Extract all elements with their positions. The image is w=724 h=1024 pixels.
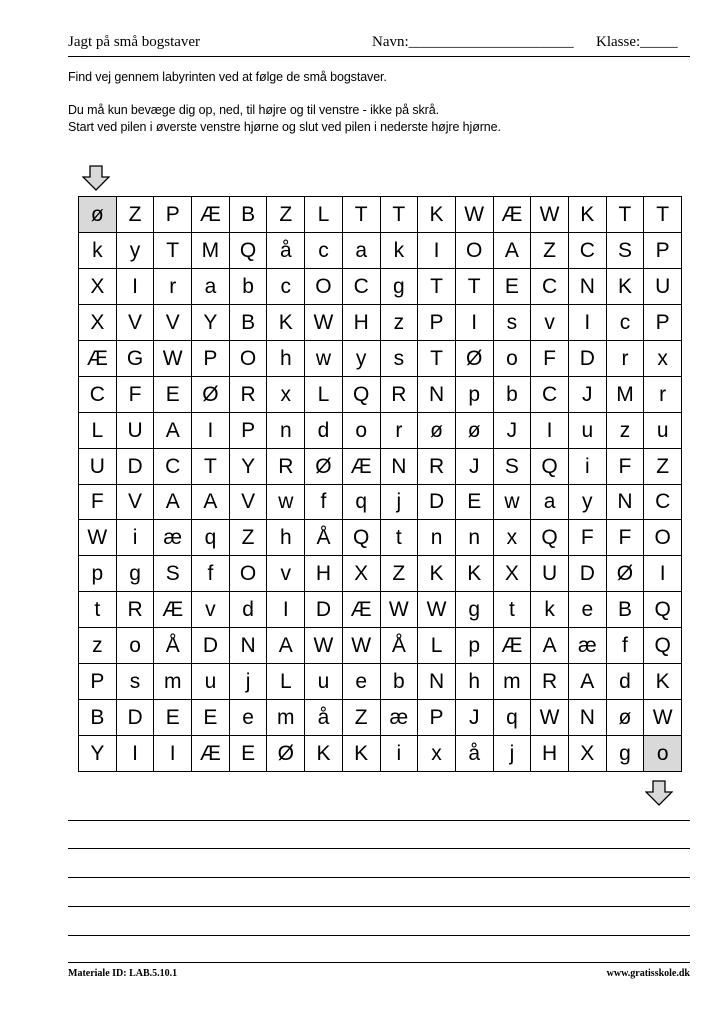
maze-cell[interactable]: F xyxy=(117,377,155,413)
maze-cell[interactable]: X xyxy=(79,269,117,305)
maze-cell[interactable]: U xyxy=(531,556,569,592)
maze-cell[interactable]: b xyxy=(230,269,268,305)
maze-cell[interactable]: V xyxy=(230,485,268,521)
maze-cell[interactable]: K xyxy=(267,305,305,341)
name-field[interactable]: Navn:______________________ xyxy=(372,34,574,50)
maze-cell[interactable]: T xyxy=(154,233,192,269)
maze-cell[interactable]: P xyxy=(418,305,456,341)
maze-cell[interactable]: A xyxy=(154,413,192,449)
maze-cell[interactable]: S xyxy=(607,233,645,269)
answer-line-4[interactable] xyxy=(68,906,690,907)
maze-cell[interactable]: Å xyxy=(154,628,192,664)
start-arrow-icon xyxy=(82,165,110,191)
maze-cell[interactable]: f xyxy=(192,556,230,592)
maze-cell[interactable]: X xyxy=(494,556,532,592)
maze-cell[interactable]: j xyxy=(230,664,268,700)
maze-cell[interactable]: T xyxy=(456,269,494,305)
maze-cell[interactable]: E xyxy=(456,485,494,521)
maze-cell[interactable]: f xyxy=(607,628,645,664)
maze-cell[interactable]: D xyxy=(569,556,607,592)
maze-cell[interactable]: Æ xyxy=(494,197,532,233)
maze-cell[interactable]: L xyxy=(305,377,343,413)
maze-cell[interactable]: D xyxy=(117,449,155,485)
maze-cell[interactable]: h xyxy=(456,664,494,700)
maze-cell[interactable]: p xyxy=(456,628,494,664)
maze-cell[interactable]: u xyxy=(192,664,230,700)
maze-cell[interactable]: r xyxy=(381,413,419,449)
maze-cell[interactable]: C xyxy=(154,449,192,485)
maze-cell[interactable]: t xyxy=(79,592,117,628)
maze-cell[interactable]: x xyxy=(644,341,682,377)
maze-cell[interactable]: g xyxy=(607,736,645,772)
answer-line-5[interactable] xyxy=(68,935,690,936)
maze-cell[interactable]: q xyxy=(192,520,230,556)
maze-cell[interactable]: C xyxy=(644,485,682,521)
maze-cell[interactable]: Y xyxy=(79,736,117,772)
maze-cell[interactable]: V xyxy=(117,485,155,521)
maze-cell[interactable]: C xyxy=(531,269,569,305)
maze-cell[interactable]: k xyxy=(531,592,569,628)
maze-cell[interactable]: S xyxy=(494,449,532,485)
maze-cell[interactable]: I xyxy=(267,592,305,628)
maze-cell[interactable]: E xyxy=(230,736,268,772)
maze-cell[interactable]: Æ xyxy=(192,736,230,772)
maze-cell[interactable]: c xyxy=(607,305,645,341)
maze-cell[interactable]: x xyxy=(418,736,456,772)
maze-cell[interactable]: r xyxy=(644,377,682,413)
maze-cell[interactable]: T xyxy=(607,197,645,233)
maze-cell[interactable]: Z xyxy=(381,556,419,592)
maze-cell[interactable]: æ xyxy=(154,520,192,556)
answer-line-1[interactable] xyxy=(68,820,690,821)
maze-cell[interactable]: T xyxy=(381,197,419,233)
maze-cell[interactable]: I xyxy=(117,269,155,305)
maze-cell[interactable]: j xyxy=(381,485,419,521)
maze-cell[interactable]: R xyxy=(230,377,268,413)
maze-cell[interactable]: æ xyxy=(569,628,607,664)
maze-cell[interactable]: b xyxy=(494,377,532,413)
maze-cell[interactable]: d xyxy=(305,413,343,449)
maze-cell[interactable]: i xyxy=(117,520,155,556)
maze-cell[interactable]: E xyxy=(154,700,192,736)
maze-cell[interactable]: I xyxy=(644,556,682,592)
maze-cell[interactable]: h xyxy=(267,341,305,377)
maze-cell[interactable]: D xyxy=(192,628,230,664)
maze-cell[interactable]: W xyxy=(343,628,381,664)
maze-cell[interactable]: H xyxy=(343,305,381,341)
maze-cell[interactable]: n xyxy=(456,520,494,556)
maze-cell[interactable]: P xyxy=(79,664,117,700)
maze-cell[interactable]: y xyxy=(117,233,155,269)
maze-cell[interactable]: r xyxy=(607,341,645,377)
maze-cell[interactable]: I xyxy=(117,736,155,772)
maze-cell[interactable]: y xyxy=(569,485,607,521)
maze-cell[interactable]: j xyxy=(494,736,532,772)
maze-cell[interactable]: ø xyxy=(607,700,645,736)
instruction-line-1: Find vej gennem labyrinten ved at følge de små bogstaver. xyxy=(68,70,387,84)
maze-cell[interactable]: N xyxy=(569,269,607,305)
maze-cell[interactable]: e xyxy=(343,664,381,700)
maze-cell[interactable]: a xyxy=(531,485,569,521)
maze-cell[interactable]: Z xyxy=(343,700,381,736)
maze-cell[interactable]: t xyxy=(494,592,532,628)
maze-cell[interactable]: z xyxy=(607,413,645,449)
maze-cell[interactable]: Ø xyxy=(607,556,645,592)
maze-cell[interactable]: C xyxy=(79,377,117,413)
maze-cell[interactable]: Q xyxy=(343,520,381,556)
maze-cell[interactable]: D xyxy=(305,592,343,628)
maze-cell[interactable]: Q xyxy=(644,628,682,664)
maze-cell[interactable]: A xyxy=(531,628,569,664)
maze-cell[interactable]: W xyxy=(79,520,117,556)
maze-cell[interactable]: n xyxy=(418,520,456,556)
maze-cell[interactable]: Å xyxy=(381,628,419,664)
maze-cell[interactable]: O xyxy=(644,520,682,556)
maze-cell[interactable]: C xyxy=(569,233,607,269)
maze-cell[interactable]: Æ xyxy=(192,197,230,233)
maze-cell[interactable]: K xyxy=(305,736,343,772)
maze-cell[interactable]: N xyxy=(607,485,645,521)
maze-cell[interactable]: p xyxy=(456,377,494,413)
maze-cell[interactable]: H xyxy=(531,736,569,772)
maze-cell[interactable]: A xyxy=(267,628,305,664)
maze-cell[interactable]: P xyxy=(644,305,682,341)
page-footer xyxy=(68,962,690,983)
maze-cell[interactable]: H xyxy=(305,556,343,592)
maze-cell[interactable]: c xyxy=(305,233,343,269)
maze-cell[interactable]: P xyxy=(154,197,192,233)
material-id: Materiale ID: LAB.5.10.1 xyxy=(68,968,178,979)
maze-cell[interactable]: Q xyxy=(644,592,682,628)
maze-cell[interactable]: W xyxy=(531,197,569,233)
maze-cell[interactable]: J xyxy=(456,449,494,485)
maze-cell[interactable]: O xyxy=(230,556,268,592)
maze-cell[interactable]: x xyxy=(494,520,532,556)
maze-cell[interactable]: B xyxy=(230,197,268,233)
class-field[interactable]: Klasse:_____ xyxy=(596,34,678,50)
maze-cell[interactable]: V xyxy=(154,305,192,341)
maze-cell[interactable]: N xyxy=(230,628,268,664)
maze-cell[interactable]: e xyxy=(230,700,268,736)
maze-cell[interactable]: W xyxy=(531,700,569,736)
answer-line-3[interactable] xyxy=(68,877,690,878)
maze-cell[interactable]: å xyxy=(267,233,305,269)
maze-cell[interactable]: F xyxy=(607,449,645,485)
maze-cell[interactable]: o xyxy=(644,736,682,772)
maze-cell[interactable]: B xyxy=(79,700,117,736)
maze-cell[interactable]: L xyxy=(79,413,117,449)
maze-cell[interactable]: Å xyxy=(305,520,343,556)
maze-cell[interactable]: A xyxy=(494,233,532,269)
maze-cell[interactable]: f xyxy=(305,485,343,521)
maze-cell[interactable]: I xyxy=(569,305,607,341)
maze-cell[interactable]: m xyxy=(494,664,532,700)
maze-cell[interactable]: L xyxy=(267,664,305,700)
maze-cell[interactable]: z xyxy=(79,628,117,664)
maze-cell[interactable]: Æ xyxy=(343,449,381,485)
maze-cell[interactable]: i xyxy=(569,449,607,485)
instruction-line-2: Du må kun bevæge dig op, ned, til højre og til venstre - ikke på skrå. xyxy=(68,103,439,117)
maze-cell[interactable]: I xyxy=(418,233,456,269)
maze-cell[interactable]: w xyxy=(494,485,532,521)
maze-cell[interactable]: W xyxy=(305,628,343,664)
maze-cell[interactable]: K xyxy=(456,556,494,592)
maze-cell[interactable]: G xyxy=(117,341,155,377)
maze-cell[interactable]: A xyxy=(192,485,230,521)
maze-cell[interactable]: I xyxy=(192,413,230,449)
maze-cell[interactable]: u xyxy=(569,413,607,449)
maze-cell[interactable]: d xyxy=(230,592,268,628)
maze-cell[interactable]: D xyxy=(418,485,456,521)
maze-grid xyxy=(78,196,682,772)
maze-cell[interactable]: K xyxy=(569,197,607,233)
maze-cell[interactable]: O xyxy=(456,233,494,269)
maze-cell[interactable]: m xyxy=(267,700,305,736)
maze-cell[interactable]: F xyxy=(569,520,607,556)
maze-cell[interactable]: L xyxy=(418,628,456,664)
maze-cell[interactable]: v xyxy=(531,305,569,341)
end-arrow-icon xyxy=(645,780,673,806)
maze-cell[interactable]: W xyxy=(456,197,494,233)
maze-cell[interactable]: w xyxy=(305,341,343,377)
maze-cell[interactable]: o xyxy=(117,628,155,664)
maze-cell[interactable]: S xyxy=(154,556,192,592)
maze-cell[interactable]: K xyxy=(607,269,645,305)
maze-cell[interactable]: F xyxy=(607,520,645,556)
maze-cell[interactable]: R xyxy=(117,592,155,628)
maze-cell[interactable]: Z xyxy=(644,449,682,485)
maze-cell[interactable]: W xyxy=(305,305,343,341)
maze-cell[interactable]: B xyxy=(230,305,268,341)
maze-cell[interactable]: L xyxy=(305,197,343,233)
maze-cell[interactable]: R xyxy=(381,377,419,413)
maze-cell[interactable]: v xyxy=(267,556,305,592)
maze-cell[interactable]: X xyxy=(569,736,607,772)
maze-cell[interactable]: J xyxy=(494,413,532,449)
maze-cell[interactable]: E xyxy=(192,700,230,736)
maze-cell[interactable]: u xyxy=(305,664,343,700)
maze-cell[interactable]: b xyxy=(381,664,419,700)
maze-cell[interactable]: X xyxy=(343,556,381,592)
maze-cell[interactable]: P xyxy=(418,700,456,736)
maze-cell[interactable]: C xyxy=(343,269,381,305)
maze-cell[interactable]: M xyxy=(192,233,230,269)
maze-cell[interactable]: P xyxy=(230,413,268,449)
maze-cell[interactable]: F xyxy=(531,341,569,377)
maze-cell[interactable]: R xyxy=(531,664,569,700)
maze-cell[interactable]: ø xyxy=(456,413,494,449)
maze-cell[interactable]: N xyxy=(381,449,419,485)
maze-cell[interactable]: s xyxy=(494,305,532,341)
maze-cell[interactable]: Q xyxy=(343,377,381,413)
maze-cell[interactable]: ø xyxy=(418,413,456,449)
maze-cell[interactable]: O xyxy=(305,269,343,305)
maze-cell[interactable]: a xyxy=(343,233,381,269)
maze-cell[interactable]: g xyxy=(456,592,494,628)
maze-cell[interactable]: I xyxy=(456,305,494,341)
maze-cell[interactable]: x xyxy=(267,377,305,413)
maze-cell[interactable]: K xyxy=(418,197,456,233)
maze-cell[interactable]: R xyxy=(267,449,305,485)
maze-cell[interactable]: N xyxy=(569,700,607,736)
maze-cell[interactable]: W xyxy=(644,700,682,736)
maze-cell[interactable]: U xyxy=(644,269,682,305)
maze-cell[interactable]: q xyxy=(343,485,381,521)
maze-cell[interactable]: å xyxy=(456,736,494,772)
maze-cell[interactable]: F xyxy=(79,485,117,521)
maze-cell[interactable]: g xyxy=(381,269,419,305)
maze-cell[interactable]: T xyxy=(644,197,682,233)
maze-cell[interactable]: z xyxy=(381,305,419,341)
maze-cell[interactable]: s xyxy=(381,341,419,377)
maze-cell[interactable]: i xyxy=(381,736,419,772)
maze-cell[interactable]: N xyxy=(418,664,456,700)
maze-cell[interactable]: e xyxy=(569,592,607,628)
maze-cell[interactable]: V xyxy=(117,305,155,341)
maze-cell[interactable]: Q xyxy=(230,233,268,269)
maze-cell[interactable]: u xyxy=(644,413,682,449)
maze-cell[interactable]: N xyxy=(418,377,456,413)
maze-cell[interactable]: K xyxy=(343,736,381,772)
maze-cell[interactable]: R xyxy=(418,449,456,485)
maze-cell[interactable]: P xyxy=(644,233,682,269)
maze-cell[interactable]: Z xyxy=(230,520,268,556)
maze-cell[interactable]: Z xyxy=(117,197,155,233)
maze-cell[interactable]: Q xyxy=(531,449,569,485)
maze-cell[interactable]: J xyxy=(569,377,607,413)
maze-cell[interactable]: Ø xyxy=(305,449,343,485)
maze-cell[interactable]: Æ xyxy=(343,592,381,628)
maze-cell[interactable]: n xyxy=(267,413,305,449)
maze-cell[interactable]: P xyxy=(192,341,230,377)
maze-cell[interactable]: Q xyxy=(531,520,569,556)
maze-cell[interactable]: X xyxy=(79,305,117,341)
maze-cell[interactable]: o xyxy=(494,341,532,377)
maze-cell[interactable]: a xyxy=(192,269,230,305)
maze-cell[interactable]: Y xyxy=(192,305,230,341)
maze-cell[interactable]: c xyxy=(267,269,305,305)
maze-cell[interactable]: Ø xyxy=(192,377,230,413)
maze-cell[interactable]: A xyxy=(154,485,192,521)
maze-cell[interactable]: I xyxy=(154,736,192,772)
maze-cell[interactable]: Z xyxy=(267,197,305,233)
maze-cell[interactable]: r xyxy=(154,269,192,305)
maze-cell[interactable]: M xyxy=(607,377,645,413)
maze-cell[interactable]: T xyxy=(418,269,456,305)
maze-cell[interactable]: J xyxy=(456,700,494,736)
maze-cell[interactable]: w xyxy=(267,485,305,521)
maze-cell[interactable]: t xyxy=(381,520,419,556)
maze-cell[interactable]: g xyxy=(117,556,155,592)
maze-cell[interactable]: o xyxy=(343,413,381,449)
maze-cell[interactable]: Æ xyxy=(494,628,532,664)
maze-cell[interactable]: p xyxy=(79,556,117,592)
maze-cell[interactable]: Ø xyxy=(267,736,305,772)
maze-cell[interactable]: T xyxy=(343,197,381,233)
maze-cell[interactable]: ø xyxy=(79,197,117,233)
maze-cell[interactable]: h xyxy=(267,520,305,556)
maze-cell[interactable]: U xyxy=(79,449,117,485)
maze-cell[interactable]: U xyxy=(117,413,155,449)
maze-cell[interactable]: d xyxy=(607,664,645,700)
maze-cell[interactable]: D xyxy=(117,700,155,736)
maze-cell[interactable]: C xyxy=(531,377,569,413)
answer-line-2[interactable] xyxy=(68,848,690,849)
maze-cell[interactable]: D xyxy=(569,341,607,377)
maze-cell[interactable]: K xyxy=(644,664,682,700)
page-header xyxy=(68,30,690,57)
maze-cell[interactable]: A xyxy=(569,664,607,700)
maze-cell[interactable]: k xyxy=(79,233,117,269)
maze-cell[interactable]: m xyxy=(154,664,192,700)
maze-cell[interactable]: Z xyxy=(531,233,569,269)
maze-cell[interactable]: Æ xyxy=(154,592,192,628)
maze-cell[interactable]: k xyxy=(381,233,419,269)
maze-cell[interactable]: B xyxy=(607,592,645,628)
maze-cell[interactable]: W xyxy=(418,592,456,628)
maze-cell[interactable]: T xyxy=(418,341,456,377)
maze-cell[interactable]: å xyxy=(305,700,343,736)
maze-cell[interactable]: K xyxy=(418,556,456,592)
worksheet-title: Jagt på små bogstaver xyxy=(68,34,201,50)
maze-cell[interactable]: y xyxy=(343,341,381,377)
website-link[interactable]: www.gratisskole.dk xyxy=(606,968,690,979)
maze-cell[interactable]: E xyxy=(494,269,532,305)
maze-cell[interactable]: O xyxy=(230,341,268,377)
maze-cell[interactable]: q xyxy=(494,700,532,736)
maze-cell[interactable]: v xyxy=(192,592,230,628)
maze-cell[interactable]: W xyxy=(154,341,192,377)
maze-cell[interactable]: Y xyxy=(230,449,268,485)
maze-cell[interactable]: W xyxy=(381,592,419,628)
maze-cell[interactable]: Æ xyxy=(79,341,117,377)
instruction-line-3: Start ved pilen i øverste venstre hjørne og slut ved pilen i nederste højre hjørne. xyxy=(68,120,501,134)
maze-cell[interactable]: T xyxy=(192,449,230,485)
maze-cell[interactable]: æ xyxy=(381,700,419,736)
maze-cell[interactable]: Ø xyxy=(456,341,494,377)
maze-cell[interactable]: E xyxy=(154,377,192,413)
maze-cell[interactable]: I xyxy=(531,413,569,449)
maze-cell[interactable]: s xyxy=(117,664,155,700)
